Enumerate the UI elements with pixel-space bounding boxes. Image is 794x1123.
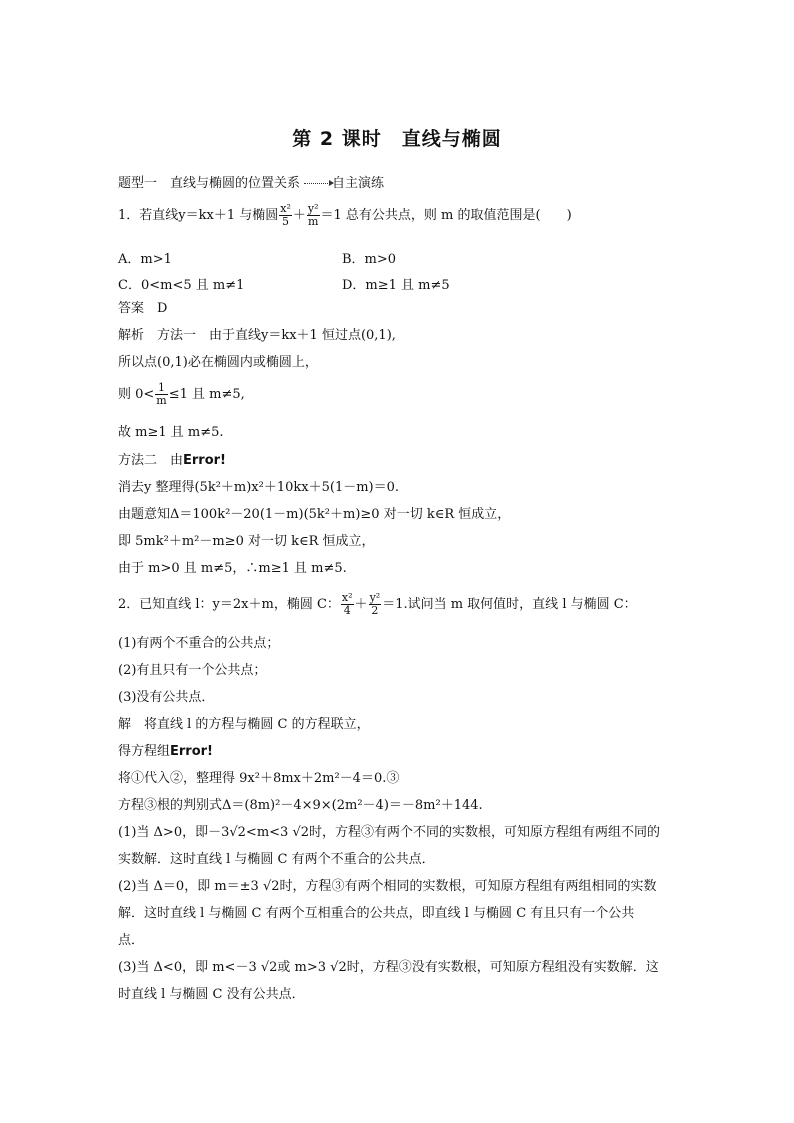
q2-item: (3)没有公共点． [118,690,215,705]
q2-item: (2)有且只有一个公共点； [118,663,267,678]
error-text: Error! [170,744,213,759]
solution-line: 解析 方法一 由于直线y＝kx＋1 恒过点(0,1), [118,328,396,343]
plus-sign: ＋ [354,597,368,613]
q2-stem [118,592,637,617]
solution-line [118,382,245,407]
section-heading [118,176,384,192]
solution-line: 实数解．这时直线 l 与椭圆 C 有两个不重合的公共点． [118,852,435,867]
numerator: y² [307,202,319,215]
solution-line: 所以点(0,1)必在椭圆内或椭圆上， [118,355,318,370]
solution-line: (1)当 Δ>0，即－3√2<m<3 √2时，方程③有两个不同的实数根，可知原方程组有两组不同的 [118,825,660,840]
q1-stem [118,203,572,228]
numerator: y² [369,591,381,604]
solution-line: 解 将直线 l 的方程与椭圆 C 的方程联立， [118,717,370,732]
q1-stem-text: 1．若直线y＝kx＋1 与椭圆 [118,208,279,224]
q1-stem-text: ＝1 总有公共点，则 m 的取值范围是( ) [320,208,572,224]
option-a: A．m>1 [118,252,172,267]
error-text: Error! [183,453,226,468]
solution-line: (2)当 Δ＝0，即 m＝±3 √2时，方程③有两个相同的实数根，可知原方程组有两组相同的实数 [118,879,657,894]
numerator: x² [280,202,291,215]
fraction [279,203,292,228]
q2-item: (1)有两个不重合的公共点； [118,636,280,651]
solution-line: 解．这时直线 l 与椭圆 C 有两个互相重合的公共点，即直线 l 与椭圆 C 有且只有一个公共 [118,906,635,921]
answer: 答案 D [118,301,168,316]
fraction [341,592,354,617]
solution-line: 方程③根的判别式Δ＝(8m)²－4×9×(2m²－4)＝－8m²＋144. [118,798,483,813]
solution-text: 则 0< [118,387,155,403]
fraction [155,382,167,407]
section-label: 题型一 直线与椭圆的位置关系 [118,176,301,191]
solution-line: 消去y 整理得(5k²＋m)x²＋10kx＋5(1－m)＝0. [118,480,400,495]
fraction [369,592,382,617]
solution-text: ≤1 且 m≠5, [168,387,245,403]
solution-text: 得方程组 [118,744,171,759]
option-d: D．m≥1 且 m≠5 [342,278,450,293]
section-tag: 自主演练 [332,176,385,191]
q2-stem-text: ＝1.试问当 m 取何值时，直线 l 与椭圆 C： [382,597,637,613]
option-c: C．0<m<5 且 m≠1 [118,278,245,293]
denominator: 5 [282,215,290,229]
denominator: 2 [371,604,379,618]
solution-line: 故 m≥1 且 m≠5. [118,425,224,440]
solution-line: 由题意知Δ＝100k²－20(1－m)(5k²＋m)≥0 对一切 k∈R 恒成立， [118,507,511,522]
dotted-arrow-icon [304,183,330,185]
solution-line: 由于 m>0 且 m≠5，∴m≥1 且 m≠5. [118,561,347,576]
page-title: 第 2 课时 直线与椭圆 [292,128,502,150]
denominator: 4 [343,604,351,618]
solution-line: 即 5mk²＋m²－m≥0 对一切 k∈R 恒成立， [118,534,375,549]
solution-text: 方法二 由 [118,453,184,468]
denominator: m [307,215,319,229]
fraction [307,203,320,228]
numerator: 1 [155,382,167,395]
solution-line: 点． [118,933,145,948]
solution-line [118,453,226,469]
solution-line: 时直线 l 与椭圆 C 没有公共点． [118,987,305,1002]
numerator: x² [341,591,353,604]
solution-line: (3)当 Δ<0，即 m<－3 √2或 m>3 √2时，方程③没有实数根，可知原方程组没有实数解．这 [118,960,659,975]
q2-stem-text: 2．已知直线 l：y＝2x＋m，椭圆 C： [118,597,340,613]
denominator: m [156,394,167,408]
option-b: B．m>0 [342,252,397,267]
solution-line [118,744,213,760]
solution-line: 将①代入②，整理得 9x²＋8mx＋2m²－4＝0.③ [118,771,400,786]
plus-sign: ＋ [292,208,306,224]
